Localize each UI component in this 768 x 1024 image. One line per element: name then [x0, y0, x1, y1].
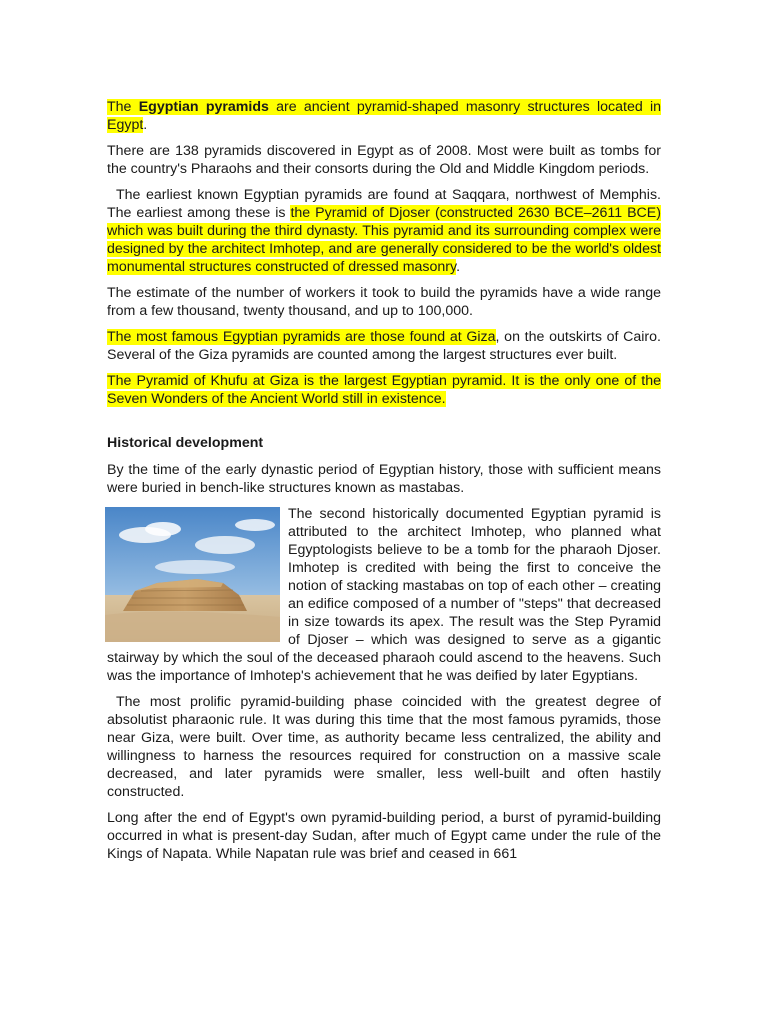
intro-text-start: The: [107, 99, 139, 115]
pyramid-photo-graphic: [105, 507, 280, 642]
mastabas-paragraph: By the time of the early dynastic period of Egyptian history, those with sufficient means were buried in bench-like structures known as mastabas.: [107, 462, 661, 496]
masonry-period: .: [456, 259, 461, 275]
giza-paragraph: [107, 328, 661, 364]
intro-period: .: [143, 117, 148, 133]
imhotep-text: The second historically documented Egyptian pyramid is attributed to the architect Imhotep, who planned what Egyptologists believe to be a tomb for the pharaoh Djoser. Imhotep is credited with being the first to conceive the notion of stacking mastabas on top of each other – creating an edifice composed of a number of "steps" that decreased in size towards its apex. The result was the Step Pyramid of Djoser – which was designed to serve as a gigantic stairway by which the soul of the deceased pharaoh could ascend to the heavens. Such was the importance of Imhotep's achievement that he was deified by later Egyptians.: [107, 506, 661, 684]
saqqara-text: The earliest known Egyptian pyramids are found at Saqqara, northwest of Memphis. The earliest among these is: [107, 187, 661, 221]
section-heading-historical: Historical development: [107, 435, 264, 451]
egyptian-pyramids-term: Egyptian pyramids: [138, 99, 269, 115]
imhotep-paragraph: [107, 505, 661, 685]
djoser-highlight: the Pyramid of Djoser (constructed 2630 BCE–2611 BCE) which was built during the third dynasty. This pyramid and its surrounding complex were designed by the architect Imhotep, and are generally considered to be the world's oldest monumental structures constructed of dressed masonry: [107, 205, 661, 275]
intro-text-end: are ancient pyramid-shaped masonry structures located in Egypt: [107, 99, 662, 133]
khufu-highlight: The Pyramid of Khufu at Giza is the largest Egyptian pyramid. It is the only one of the Seven Wonders of the Ancient World still in existence.: [107, 373, 661, 407]
intro-paragraph-1: [107, 98, 661, 134]
document-body: [107, 98, 661, 871]
pyramid-count-paragraph: There are 138 pyramids discovered in Egypt as of 2008. Most were built as tombs for the country's Pharaohs and their consorts during the Old and Middle Kingdom periods.: [107, 143, 661, 177]
earliest-pyramids-paragraph: [107, 186, 661, 276]
sudan-paragraph: Long after the end of Egypt's own pyramid-building period, a burst of pyramid-building occurred in what is present-day Sudan, after much of Egypt came under the rule of the Kings of Napata. While Napatan rule was brief and ceased in 661: [107, 810, 661, 862]
khufu-paragraph: [107, 372, 661, 408]
giza-highlight: The most famous Egyptian pyramids are those found at Giza: [107, 329, 496, 345]
prolific-phase-paragraph: The most prolific pyramid-building phase coincided with the greatest degree of absolutist pharaonic rule. It was during this time that the most famous pyramids, those near Giza, were built. Over time, as authority became less centralized, the ability and willingness to harness the resources required for construction on a massive scale decreased, and later pyramids were smaller, less well-built and often hastily constructed.: [107, 694, 661, 800]
step-pyramid-photo: [105, 507, 280, 642]
giza-text: , on the outskirts of Cairo. Several of the Giza pyramids are counted among the largest structures ever built.: [107, 329, 661, 363]
workers-paragraph: The estimate of the number of workers it took to build the pyramids have a wide range from a few thousand, twenty thousand, and up to 100,000.: [107, 285, 661, 319]
intro-highlight: [107, 99, 661, 133]
